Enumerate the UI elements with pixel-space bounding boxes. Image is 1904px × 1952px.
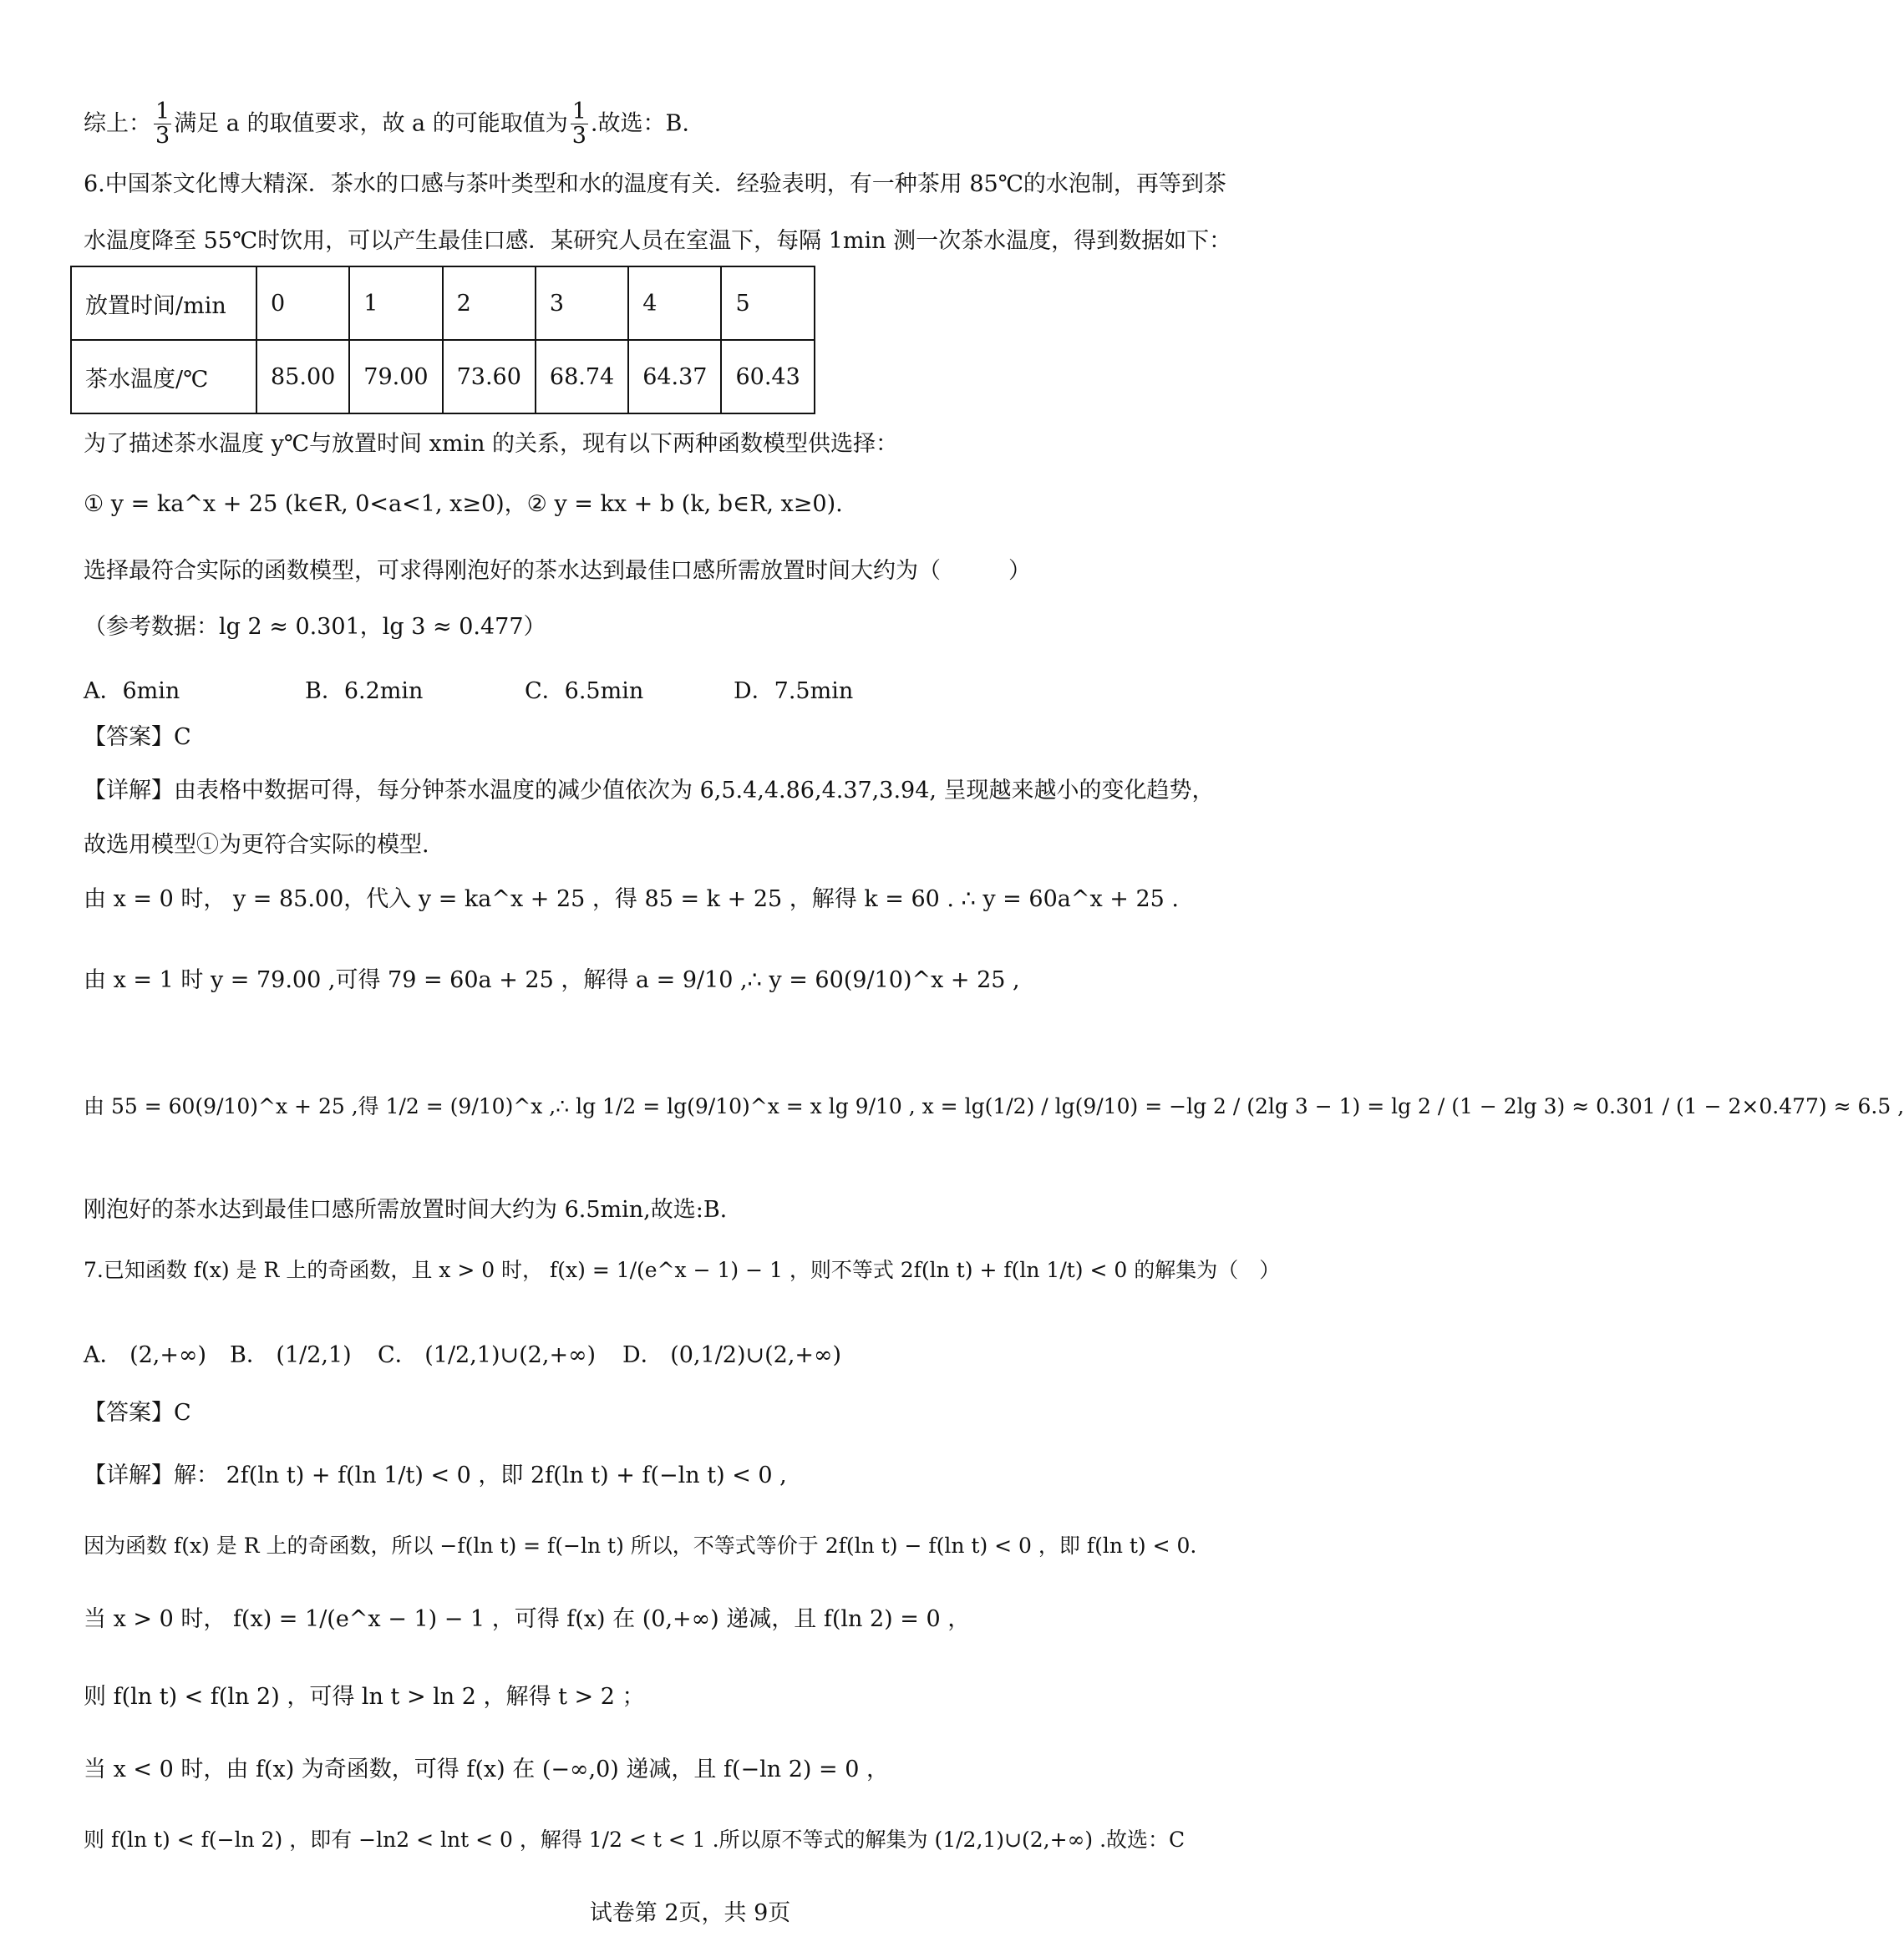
- table-cell: 85.00: [256, 340, 349, 413]
- table-cell: 2: [443, 266, 536, 340]
- table-row: [71, 266, 815, 340]
- q7-detail-1: 【详解】解： 2f(ln t) + f(ln 1/t) < 0 ，即 2f(ln t) + f(−ln t) < 0 ,: [84, 1463, 787, 1488]
- option-a: A．6min: [84, 678, 180, 704]
- table-cell: 68.74: [536, 340, 628, 413]
- q6-detail-3: 由 x = 0 时， y = 85.00，代入 y = ka^x + 25 ，得 85 = k + 25 ，解得 k = 60 . ∴ y = 60a^x + 25 .: [84, 886, 1180, 912]
- q6-detail-5: 由 55 = 60(9/10)^x + 25 ,得 1/2 = (9/10)^x ,∴ lg 1/2 = lg(9/10)^x = x lg 9/10 , x = lg(1/2) / lg(9/10) = −lg 2 / (2lg 3 − 1) = lg 2 / (1 − 2lg 3) ≈ 0.301 / (1 − 2×0.477) ≈ 6.5 ,: [84, 1094, 1904, 1118]
- table-cell: 60.43: [721, 340, 814, 413]
- q6-ask: 选择最符合实际的函数模型，可求得刚泡好的茶水达到最佳口感所需放置时间大约为（ ）: [84, 558, 1031, 584]
- q7-detail-2: 因为函数 f(x) 是 R 上的奇函数，所以 −f(ln t) = f(−ln t) 所以，不等式等价于 2f(ln t) − f(ln t) < 0 ，即 f(ln t) < 0.: [84, 1534, 1197, 1558]
- q6-detail-4: 由 x = 1 时 y = 79.00 ,可得 79 = 60a + 25 ，解得 a = 9/10 ,∴ y = 60(9/10)^x + 25 ,: [84, 967, 1020, 993]
- q6-detail-1: 【详解】由表格中数据可得，每分钟茶水温度的减少值依次为 6,5.4,4.86,4.37,3.94, 呈现越来越小的变化趋势，: [84, 778, 1215, 804]
- q7-detail-4: 则 f(ln t) < f(ln 2) ，可得 ln t > ln 2 ，解得 t > 2 ；: [84, 1684, 645, 1710]
- table-cell: 4: [628, 266, 721, 340]
- table-cell: 64.37: [628, 340, 721, 413]
- table-cell: 5: [721, 266, 814, 340]
- table-cell: 1: [349, 266, 442, 340]
- q7-detail-5: 当 x < 0 时，由 f(x) 为奇函数，可得 f(x) 在 (−∞,0) 递减，且 f(−ln 2) = 0 ，: [84, 1757, 889, 1782]
- table-row: [71, 340, 815, 413]
- summary-line: 综上： $\frac{1}{3}$ 满足 a 的取值要求，故 a 的可能取值为 $\frac{1}{3}$ .故选：B.: [84, 99, 689, 150]
- q6-stem-line2: 水温度降至 55℃时饮用，可以产生最佳口感．某研究人员在室温下，每隔 1min 测一次茶水温度，得到数据如下：: [84, 228, 1232, 254]
- q6-detail-2: 故选用模型①为更符合实际的模型.: [84, 832, 429, 858]
- table-cell: 73.60: [443, 340, 536, 413]
- table-cell: 3: [536, 266, 628, 340]
- option-d: D．7.5min: [734, 678, 854, 704]
- q7-option-d: D． (0,1/2)∪(2,+∞): [622, 1342, 842, 1368]
- q7-detail-3: 当 x > 0 时， f(x) = 1/(e^x − 1) − 1 ，可得 f(x) 在 (0,+∞) 递减，且 f(ln 2) = 0 ，: [84, 1606, 971, 1632]
- q7-answer: 【答案】C: [84, 1400, 191, 1426]
- q6-desc: 为了描述茶水温度 y℃与放置时间 xmin 的关系，现有以下两种函数模型供选择：: [84, 431, 899, 457]
- q6-reference: （参考数据：lg 2 ≈ 0.301，lg 3 ≈ 0.477）: [84, 614, 546, 640]
- q7-option-a: A． (2,+∞): [84, 1342, 207, 1368]
- q7-detail-6: 则 f(ln t) < f(−ln 2) ，即有 −ln2 < lnt < 0 ，解得 1/2 < t < 1 .所以原不等式的解集为 (1/2,1)∪(2,+∞) .故选：C: [84, 1828, 1186, 1852]
- table-cell: 0: [256, 266, 349, 340]
- page-footer: 试卷第 2页，共 9页: [589, 1900, 791, 1926]
- q7-stem: 7.已知函数 f(x) 是 R 上的奇函数，且 x > 0 时， f(x) = 1/(e^x − 1) − 1 ，则不等式 2f(ln t) + f(ln 1/t) < 0 的解集为（ ）: [84, 1258, 1281, 1282]
- fraction: $\frac{1}{3}$: [155, 99, 170, 150]
- q6-models: ① y = ka^x + 25 (k∈R, 0<a<1, x≥0)，② y = kx + b (k, b∈R, x≥0).: [84, 491, 843, 517]
- q6-detail-6: 刚泡好的茶水达到最佳口感所需放置时间大约为 6.5min,故选:B.: [84, 1197, 728, 1223]
- option-b: B．6.2min: [305, 678, 424, 704]
- q6-answer: 【答案】C: [84, 724, 191, 750]
- table-cell: 79.00: [349, 340, 442, 413]
- option-c: C．6.5min: [525, 678, 644, 704]
- q7-option-c: C． (1/2,1)∪(2,+∞): [378, 1342, 597, 1368]
- data-table: [70, 266, 815, 414]
- q7-option-b: B． (1/2,1): [230, 1342, 352, 1368]
- table-cell: 茶水温度/℃: [71, 340, 256, 413]
- q6-stem-line1: 6.中国茶文化博大精深．茶水的口感与茶叶类型和水的温度有关．经验表明，有一种茶用 85℃的水泡制，再等到茶: [84, 171, 1226, 197]
- fraction: $\frac{1}{3}$: [571, 99, 586, 150]
- table-cell: 放置时间/min: [71, 266, 256, 340]
